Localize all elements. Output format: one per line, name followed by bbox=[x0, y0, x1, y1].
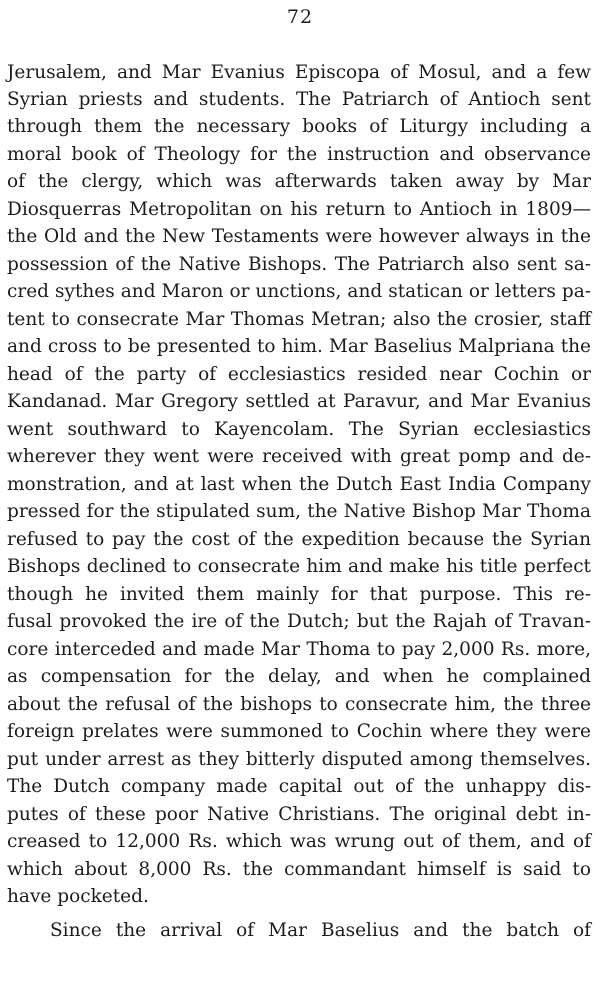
text-line: and cross to be presented to him. Mar Baselius Malpriana the bbox=[7, 336, 591, 357]
text-line: Jerusalem, and Mar Evanius Episcopa of Mosul, and a few bbox=[7, 62, 591, 83]
text-line: which about 8,000 Rs. the commandant himself is said to bbox=[7, 859, 591, 880]
text-line: refused to pay the cost of the expedition because the Syrian bbox=[7, 529, 591, 550]
text-line: put under arrest as they bitterly disputed among themselves. bbox=[7, 749, 591, 770]
text-line: The Dutch company made capital out of the unhappy dis- bbox=[7, 776, 591, 797]
text-line: though he invited them mainly for that purpose. This re- bbox=[7, 584, 591, 605]
text-line: Since the arrival of Mar Baselius and the batch of bbox=[50, 920, 591, 941]
text-line: Syrian priests and students. The Patriarch of Antioch sent bbox=[7, 89, 591, 110]
text-line: wherever they went were received with great pomp and de- bbox=[7, 446, 591, 467]
text-line: fusal provoked the ire of the Dutch; but the Rajah of Travan- bbox=[7, 611, 591, 632]
text-line: Kandanad. Mar Gregory settled at Paravur, and Mar Evanius bbox=[7, 391, 591, 412]
text-line: cred sythes and Maron or unctions, and statican or letters pa- bbox=[7, 281, 591, 302]
text-line: went southward to Kayencolam. The Syrian ecclesiastics bbox=[7, 419, 591, 440]
page-number: 72 bbox=[286, 6, 314, 28]
text-line: creased to 12,000 Rs. which was wrung out of them, and of bbox=[7, 831, 591, 852]
text-line: have pocketed. bbox=[7, 886, 149, 907]
text-line: Bishops declined to consecrate him and make his title perfect bbox=[7, 556, 591, 577]
text-line: moral book of Theology for the instruction and observance bbox=[7, 144, 591, 165]
text-line: of the clergy, which was afterwards taken away by Mar bbox=[7, 171, 591, 192]
text-line: Diosquerras Metropolitan on his return to Antioch in 1809— bbox=[7, 199, 591, 220]
text-line: possession of the Native Bishops. The Patriarch also sent sa- bbox=[7, 254, 591, 275]
text-line: core interceded and made Mar Thoma to pay 2,000 Rs. more, bbox=[7, 639, 591, 660]
text-line: foreign prelates were summoned to Cochin where they were bbox=[7, 721, 591, 742]
text-line: the Old and the New Testaments were however always in the bbox=[7, 226, 591, 247]
text-line: putes of these poor Native Christians. The original debt in- bbox=[7, 804, 591, 825]
text-line: head of the party of ecclesiastics resided near Cochin or bbox=[7, 364, 591, 385]
text-line: as compensation for the delay, and when he complained bbox=[7, 666, 591, 687]
text-line: pressed for the stipulated sum, the Native Bishop Mar Thoma bbox=[7, 501, 591, 522]
text-line: through them the necessary books of Liturgy including a bbox=[7, 116, 591, 137]
text-line: tent to consecrate Mar Thomas Metran; also the crosier, staff bbox=[7, 309, 591, 330]
text-line: about the refusal of the bishops to consecrate him, the three bbox=[7, 694, 591, 715]
text-line: monstration, and at last when the Dutch East India Company bbox=[7, 474, 591, 495]
